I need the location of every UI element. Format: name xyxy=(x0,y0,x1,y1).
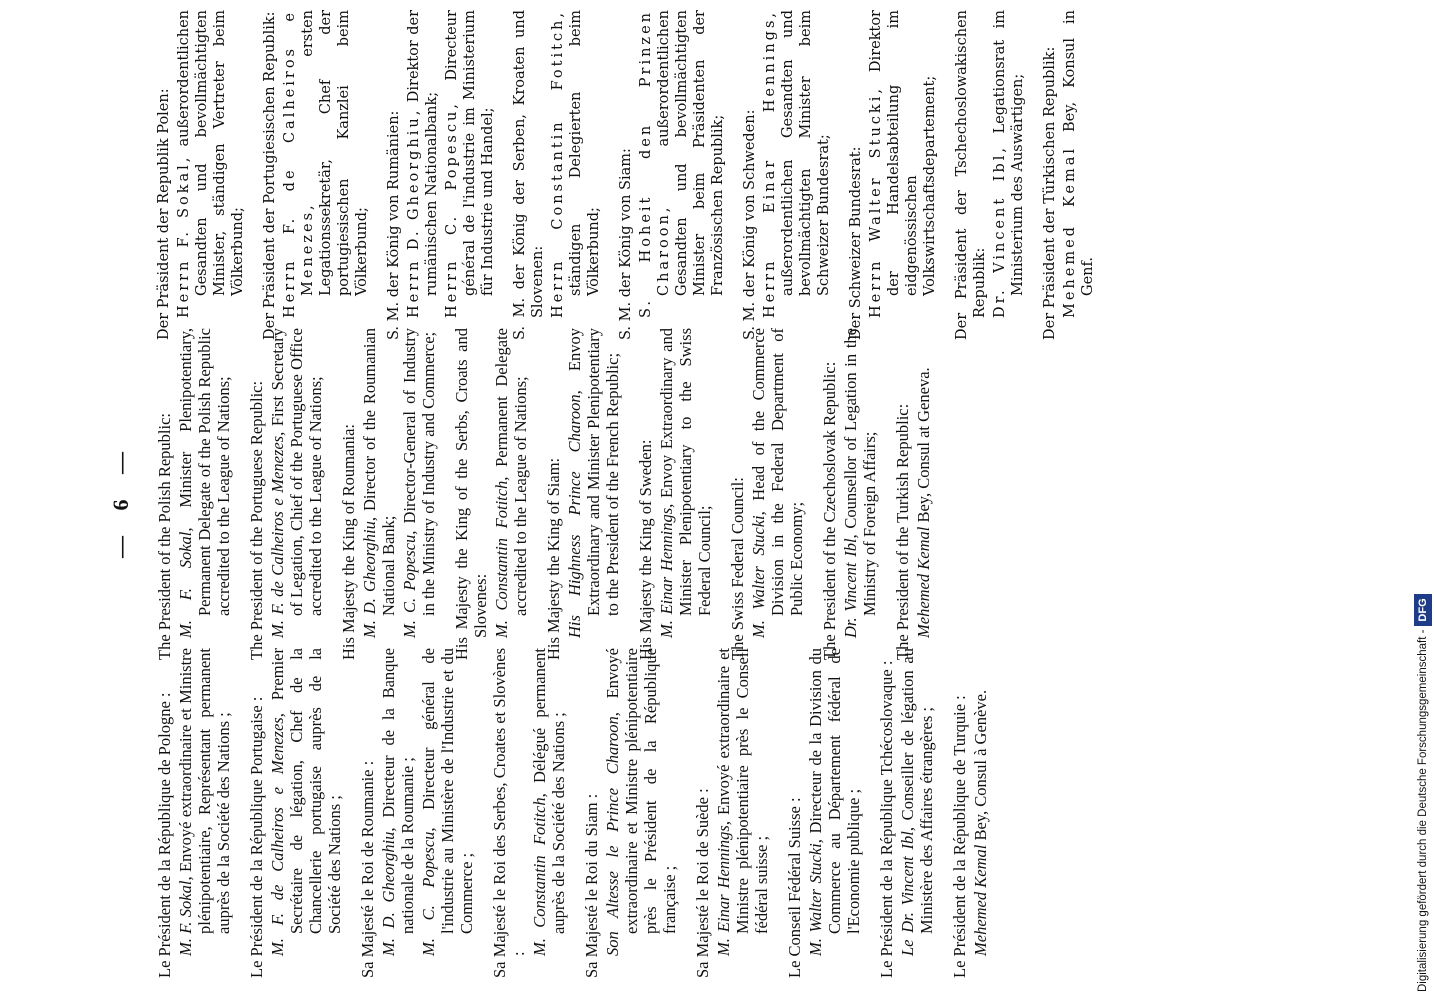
digitization-sidebar xyxy=(1412,0,1434,1000)
party-head: Le Président de la République de Turquie : xyxy=(950,695,969,978)
plenipotentiary xyxy=(360,328,398,660)
party-head: His Majesty the King of the Serbs, Croats and Slovenes: xyxy=(452,328,490,660)
plenipotentiary-title: ständigen Delegierten beim Völkerbund; xyxy=(568,10,602,296)
treaty-party-entry xyxy=(247,328,325,660)
plenipotentiary-title: außerordentlichen Gesandten und bevollmächtigten Minister, ständigen Vertreter beim Völkerbund; xyxy=(176,10,246,296)
plenipotentiary-title: Envoy Extraordinary and Minister Plenipotentiary to the President of the French Republic; xyxy=(565,328,622,616)
plenipotentiary-title: Minister Plenipotentiary, Permanent Delegate of the Polish Republic accredited to the League of Nations; xyxy=(176,327,233,616)
plenipotentiary-name: Herrn D. Gheorghiu, xyxy=(406,107,422,318)
plenipotentiary xyxy=(419,648,476,978)
german-column xyxy=(155,10,1111,340)
plenipotentiary xyxy=(281,10,371,340)
party-head: Der Schweizer Bundesrat: xyxy=(848,146,864,340)
treaty-party-entry xyxy=(847,10,939,340)
plenipotentiary-title: Director of the Roumanian National Bank; xyxy=(360,328,398,616)
plenipotentiary-name: Herrn Einar Hennings, xyxy=(762,10,778,318)
party-head: S. M. der König von Rumänien: xyxy=(386,110,402,340)
party-head: S. M. der König von Schweden: xyxy=(742,109,758,340)
treaty-party-entry xyxy=(339,328,438,660)
party-head: The President of the Turkish Republic: xyxy=(893,403,912,660)
plenipotentiary-name: His Highness Prince Charoon, xyxy=(565,390,584,638)
party-head: The Swiss Federal Council: xyxy=(728,477,747,660)
treaty-party-entry xyxy=(490,648,568,978)
plenipotentiary-title: Bey, Consul à Genève. xyxy=(971,689,990,845)
party-head: His Majesty the King of Sweden: xyxy=(636,439,655,660)
party-head: His Majesty the King of Siam: xyxy=(544,457,563,660)
party-head: Le Président de la République de Pologne : xyxy=(155,692,174,978)
treaty-party-entry xyxy=(155,10,247,340)
plenipotentiary-title: Envoyé extraordinaire et Ministre plénipotentiaire près le Conseil fédéral suisse ; xyxy=(714,647,771,934)
treaty-party-entry xyxy=(247,648,344,978)
plenipotentiary-title: Bey, Konsul in Genf. xyxy=(1062,10,1096,296)
plenipotentiary-name: M. C. Popescu, xyxy=(400,530,419,638)
plenipotentiary xyxy=(268,648,344,978)
treaty-party-entry xyxy=(820,328,879,660)
treaty-party-entry xyxy=(582,648,679,978)
treaty-party-entry xyxy=(155,328,233,660)
treaty-party-entry xyxy=(261,10,371,340)
plenipotentiary-name: Herrn C. Popescu, xyxy=(444,101,460,318)
plenipotentiary-title: außerordentlichen Gesandten und bevollmächtigten Minister beim Präsidenten der Französischen Republik; xyxy=(656,10,726,296)
plenipotentiary xyxy=(530,648,568,978)
plenipotentiary-title: Envoyé extraordinaire et Ministre plénipotentiaire, Représentant permanent auprès de la Société des Nations ; xyxy=(176,648,233,934)
digitization-credit xyxy=(1414,594,1432,992)
plenipotentiary-name: M. F. Sokal, xyxy=(176,876,195,956)
plenipotentiary-title: Conseiller de légation au Ministère des Affaires étrangères ; xyxy=(898,648,936,934)
plenipotentiary-name: M. F. de Calheiros e Menezes, xyxy=(268,713,287,956)
plenipotentiary-name: Herrn Constantin Fotitch, xyxy=(550,10,566,318)
party-head: Der Präsident der Türkischen Republik: xyxy=(1042,46,1058,340)
plenipotentiary-title: Premier Secrétaire de légation, Chef de la Chancellerie portugaise auprès de la Société des Nations ; xyxy=(268,648,344,934)
plenipotentiary-title: First Secretary of Legation, Chief of the Portuguese Office accredited to the League of Nations; xyxy=(268,328,325,616)
plenipotentiary-name: Herrn Walter Stucki, xyxy=(868,86,884,318)
party-head: Der Präsident der Tschechoslowakischen Republik: xyxy=(954,10,988,340)
treaty-party-entry xyxy=(452,328,530,660)
document-page xyxy=(100,0,1300,1000)
plenipotentiary-title: Directeur de la Banque nationale de la Roumanie ; xyxy=(379,647,417,934)
plenipotentiary xyxy=(841,328,879,660)
french-column xyxy=(155,648,1004,978)
plenipotentiary-name: Mehemed Kemal xyxy=(1062,145,1078,318)
plenipotentiary-name: Dr. Vincent Ibl, xyxy=(992,145,1008,318)
party-head: Le Président de la République Tchécoslovaque : xyxy=(877,660,896,978)
plenipotentiary xyxy=(1061,10,1097,340)
plenipotentiary-title: Legationsrat im Ministerium des Auswärtigen; xyxy=(992,9,1026,296)
english-column xyxy=(155,328,947,660)
treaty-party-entry xyxy=(636,328,714,660)
treaty-party-entry xyxy=(544,328,622,660)
plenipotentiary-title: Directeur général de l'industrie au Ministère de l'Industrie et du Commerce ; xyxy=(419,648,476,934)
dfg-logo: DFG xyxy=(1414,594,1432,625)
plenipotentiary-name: Dr. Vincent Ibl, xyxy=(841,534,860,638)
treaty-party-entry xyxy=(741,10,833,340)
plenipotentiary-name: M. Walter Stucki, xyxy=(806,839,825,956)
plenipotentiary-name: Herrn F. de Calheiros e Menezes, xyxy=(282,10,316,318)
party-head: Le Conseil Fédéral Suisse : xyxy=(785,797,804,978)
plenipotentiary xyxy=(492,328,530,660)
party-head: S. M. der König von Siam: xyxy=(618,148,634,340)
party-head: Sa Majesté le Roi de Suède : xyxy=(693,788,712,978)
treaty-party-entry xyxy=(877,648,936,978)
plenipotentiary xyxy=(867,10,939,340)
party-head: The President of the Polish Republic: xyxy=(155,412,174,660)
treaty-party-entry xyxy=(385,10,497,340)
plenipotentiary-name: M. Einar Hennings, xyxy=(657,503,676,638)
plenipotentiary xyxy=(405,10,441,340)
plenipotentiary-title: Permanent Delegate accredited to the League of Nations; xyxy=(492,328,530,616)
plenipotentiary xyxy=(400,328,438,660)
plenipotentiary-title: ersten Legationssekretär, Chef der portugiesischen Kanzlei beim Völkerbund; xyxy=(300,10,370,296)
plenipotentiary xyxy=(268,328,325,660)
digitization-note: Digitalisierung gefördert durch die Deutsche Forschungsgemeinschaft - xyxy=(1417,629,1429,992)
plenipotentiary-name: Son Altesse le Prince Charoon, xyxy=(603,712,622,956)
plenipotentiary-name: M. D. Gheorghiu, xyxy=(360,517,379,638)
plenipotentiary xyxy=(914,328,933,660)
plenipotentiary-name: M. C. Popescu, xyxy=(419,827,438,956)
plenipotentiary-name: Herrn F. Sokal, xyxy=(176,154,192,318)
treaty-party-entry xyxy=(155,648,233,978)
plenipotentiary xyxy=(176,648,233,978)
plenipotentiary xyxy=(991,10,1027,340)
treaty-party-entry xyxy=(785,648,863,978)
plenipotentiary-title: Direktor der Handelsabteilung im eidgenössischen Volkswirtschaftsdepartement; xyxy=(868,10,938,296)
party-head: Sa Majesté le Roi des Serbes, Croates et Slovènes : xyxy=(490,648,528,978)
party-head: His Majesty the King of Roumania: xyxy=(339,423,358,660)
plenipotentiary xyxy=(761,10,833,340)
plenipotentiary xyxy=(379,648,417,978)
treaty-party-entry xyxy=(1041,10,1097,340)
plenipotentiary-name: M. Constantin Fotitch, xyxy=(492,476,511,638)
plenipotentiary xyxy=(714,648,771,978)
treaty-party-entry xyxy=(617,10,727,340)
treaty-party-entry xyxy=(893,328,933,660)
plenipotentiary xyxy=(806,648,863,978)
plenipotentiary-name: Mehemed Kemal xyxy=(914,526,933,638)
plenipotentiary xyxy=(898,648,936,978)
party-head: Der Präsident der Republik Polen: xyxy=(156,88,172,340)
plenipotentiary-name: Le Dr. Vincent Ibl, xyxy=(898,827,917,956)
plenipotentiary xyxy=(971,648,990,978)
treaty-party-entry xyxy=(358,648,476,978)
treaty-party-entry xyxy=(953,10,1027,340)
party-head: The President of the Portuguese Republic: xyxy=(247,380,266,660)
plenipotentiary-title: Délégué permanent auprès de la Société des Nations ; xyxy=(530,648,568,934)
plenipotentiary-name: M. Einar Hennings, xyxy=(714,821,733,956)
plenipotentiary xyxy=(603,648,679,978)
plenipotentiary xyxy=(443,10,497,340)
party-head: Sa Majesté le Roi de Roumanie : xyxy=(358,760,377,978)
party-head: Sa Majesté le Roi du Siam : xyxy=(582,793,601,978)
party-head: The President of the Czechoslovak Republic: xyxy=(820,361,839,660)
plenipotentiary xyxy=(175,10,247,340)
plenipotentiary-name: M. Walter Stucki, xyxy=(749,511,768,638)
plenipotentiary xyxy=(549,10,603,340)
plenipotentiary-title: Directeur général de l'industrie im Ministerium für Industrie und Handel; xyxy=(444,10,496,296)
treaty-party-entry xyxy=(728,328,806,660)
plenipotentiary xyxy=(637,10,727,340)
party-head: Der Präsident der Portugiesischen Republik: xyxy=(262,11,278,340)
plenipotentiary xyxy=(749,328,806,660)
party-head: S. M. der König der Serben, Kroaten und Slovenen: xyxy=(512,10,546,340)
plenipotentiary-title: außerordentlichen Gesandten und bevollmächtigten Minister beim Schweizer Bundesrat; xyxy=(780,10,832,296)
plenipotentiary-name: S. Hoheit den Prinzen Charoon, xyxy=(638,10,672,318)
plenipotentiary-title: Bey, Consul at Geneva. xyxy=(914,367,933,527)
plenipotentiary-name: M. Constantin Fotitch, xyxy=(530,793,549,956)
plenipotentiary-title: Envoy Extraordinary and Minister Plenipotentiary to the Swiss Federal Council; xyxy=(657,328,714,616)
plenipotentiary-title: Directeur de la Division du Commerce au Département fédéral de l'Economie publique ; xyxy=(806,647,863,934)
plenipotentiary-name: M. F. Sokal, xyxy=(176,527,195,638)
plenipotentiary-title: Head of the Commerce Division in the Federal Department of Public Economy; xyxy=(749,328,806,616)
treaty-party-entry xyxy=(950,648,990,978)
page-number: — 6 — xyxy=(108,442,133,558)
plenipotentiary xyxy=(657,328,714,660)
plenipotentiary-title: Director-General of Industry in the Ministry of Industry and Commerce; xyxy=(400,328,438,616)
plenipotentiary xyxy=(176,328,233,660)
plenipotentiary-title: Direktor der rumänischen Nationalbank; xyxy=(406,9,440,296)
plenipotentiary-title: Envoyé extraordinaire et Ministre plénipotentiaire près le Président de la République française ; xyxy=(603,648,679,934)
treaty-party-entry xyxy=(511,10,603,340)
plenipotentiary-name: M. D. Gheorghiu, xyxy=(379,827,398,956)
party-head: Le Président de la République Portugaise : xyxy=(247,696,266,978)
plenipotentiary-title: Counsellor of Legation in the Ministry of Foreign Affairs; xyxy=(841,328,879,616)
plenipotentiary-name: M. F. de Calheiros e Menezes, xyxy=(268,431,287,638)
plenipotentiary xyxy=(565,328,622,660)
plenipotentiary-name: Mehemed Kemal xyxy=(971,844,990,956)
treaty-party-entry xyxy=(693,648,771,978)
